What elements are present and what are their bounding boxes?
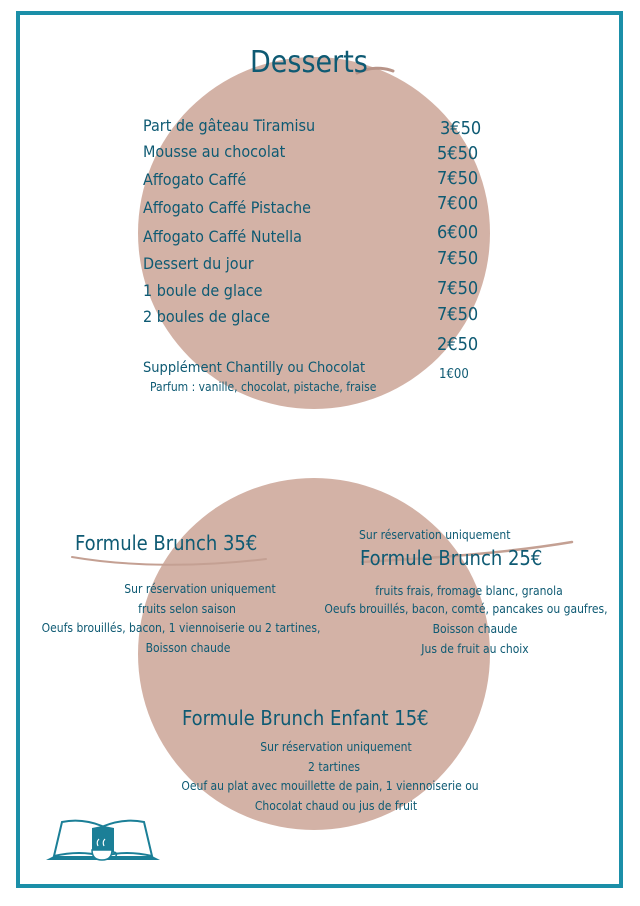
dessert-item-name: Dessert du jour: [143, 254, 254, 273]
brunch-enfant-line: Sur réservation uniquement: [260, 740, 412, 754]
brunch-enfant-line: Oeuf au plat avec mouillette de pain, 1 viennoiserie ou: [181, 779, 479, 793]
dessert-item-price: 7€50: [437, 278, 479, 299]
brunch35-line: fruits selon saison: [138, 602, 236, 616]
dessert-item-price: 5€50: [437, 143, 479, 164]
dessert-item-price: 7€50: [437, 168, 479, 189]
brunch25-line: Jus de fruit au choix: [421, 642, 529, 656]
dessert-item-name: Part de gâteau Tiramisu: [143, 116, 316, 135]
dessert-item-name: Affogato Caffé Nutella: [143, 227, 302, 246]
brunch-enfant-title: Formule Brunch Enfant 15€: [182, 706, 429, 730]
brunch35-line: Sur réservation uniquement: [124, 582, 276, 596]
brunch-enfant-line: Chocolat chaud ou jus de fruit: [254, 799, 418, 813]
brunch25-note: Sur réservation uniquement: [359, 528, 511, 542]
brunch25-line: fruits frais, fromage blanc, granola: [375, 584, 563, 598]
brunch35-title: Formule Brunch 35€: [75, 531, 258, 555]
brunch35-line: Boisson chaude: [145, 641, 231, 655]
brunch-enfant-line: 2 tartines: [308, 760, 360, 774]
dessert-item-price: 7€00: [437, 193, 479, 214]
dessert-item-name: Affogato Caffé: [143, 170, 247, 189]
dessert-item-price: 7€50: [437, 304, 479, 325]
brunch25-title: Formule Brunch 25€: [360, 546, 543, 570]
dessert-item-price: 7€50: [437, 248, 479, 269]
desserts-title: Desserts: [250, 45, 368, 80]
dessert-item-name: 1 boule de glace: [143, 281, 263, 300]
dessert-item-price: 6€00: [437, 222, 479, 243]
brunch35-swoosh: [70, 553, 270, 573]
open-book-cup-icon: [44, 812, 162, 864]
supplement-name: Supplément Chantilly ou Chocolat: [143, 360, 366, 376]
brunch25-line: Oeufs brouillés, bacon, comté, pancakes ou gaufres,: [324, 602, 608, 616]
brunch25-line: Boisson chaude: [432, 622, 518, 636]
dessert-item-name: Mousse au chocolat: [143, 142, 286, 161]
supplement-price: 1€00: [439, 367, 469, 382]
parfum-list: Parfum : vanille, chocolat, pistache, fraise: [150, 380, 377, 394]
dessert-item-name: Affogato Caffé Pistache: [143, 198, 311, 217]
dessert-item-price: 3€50: [440, 118, 482, 139]
dessert-item-name: 2 boules de glace: [143, 307, 271, 326]
dessert-extra-price: 2€50: [437, 334, 479, 355]
brunch35-line: Oeufs brouillés, bacon, 1 viennoiserie ou 2 tartines,: [41, 621, 321, 635]
